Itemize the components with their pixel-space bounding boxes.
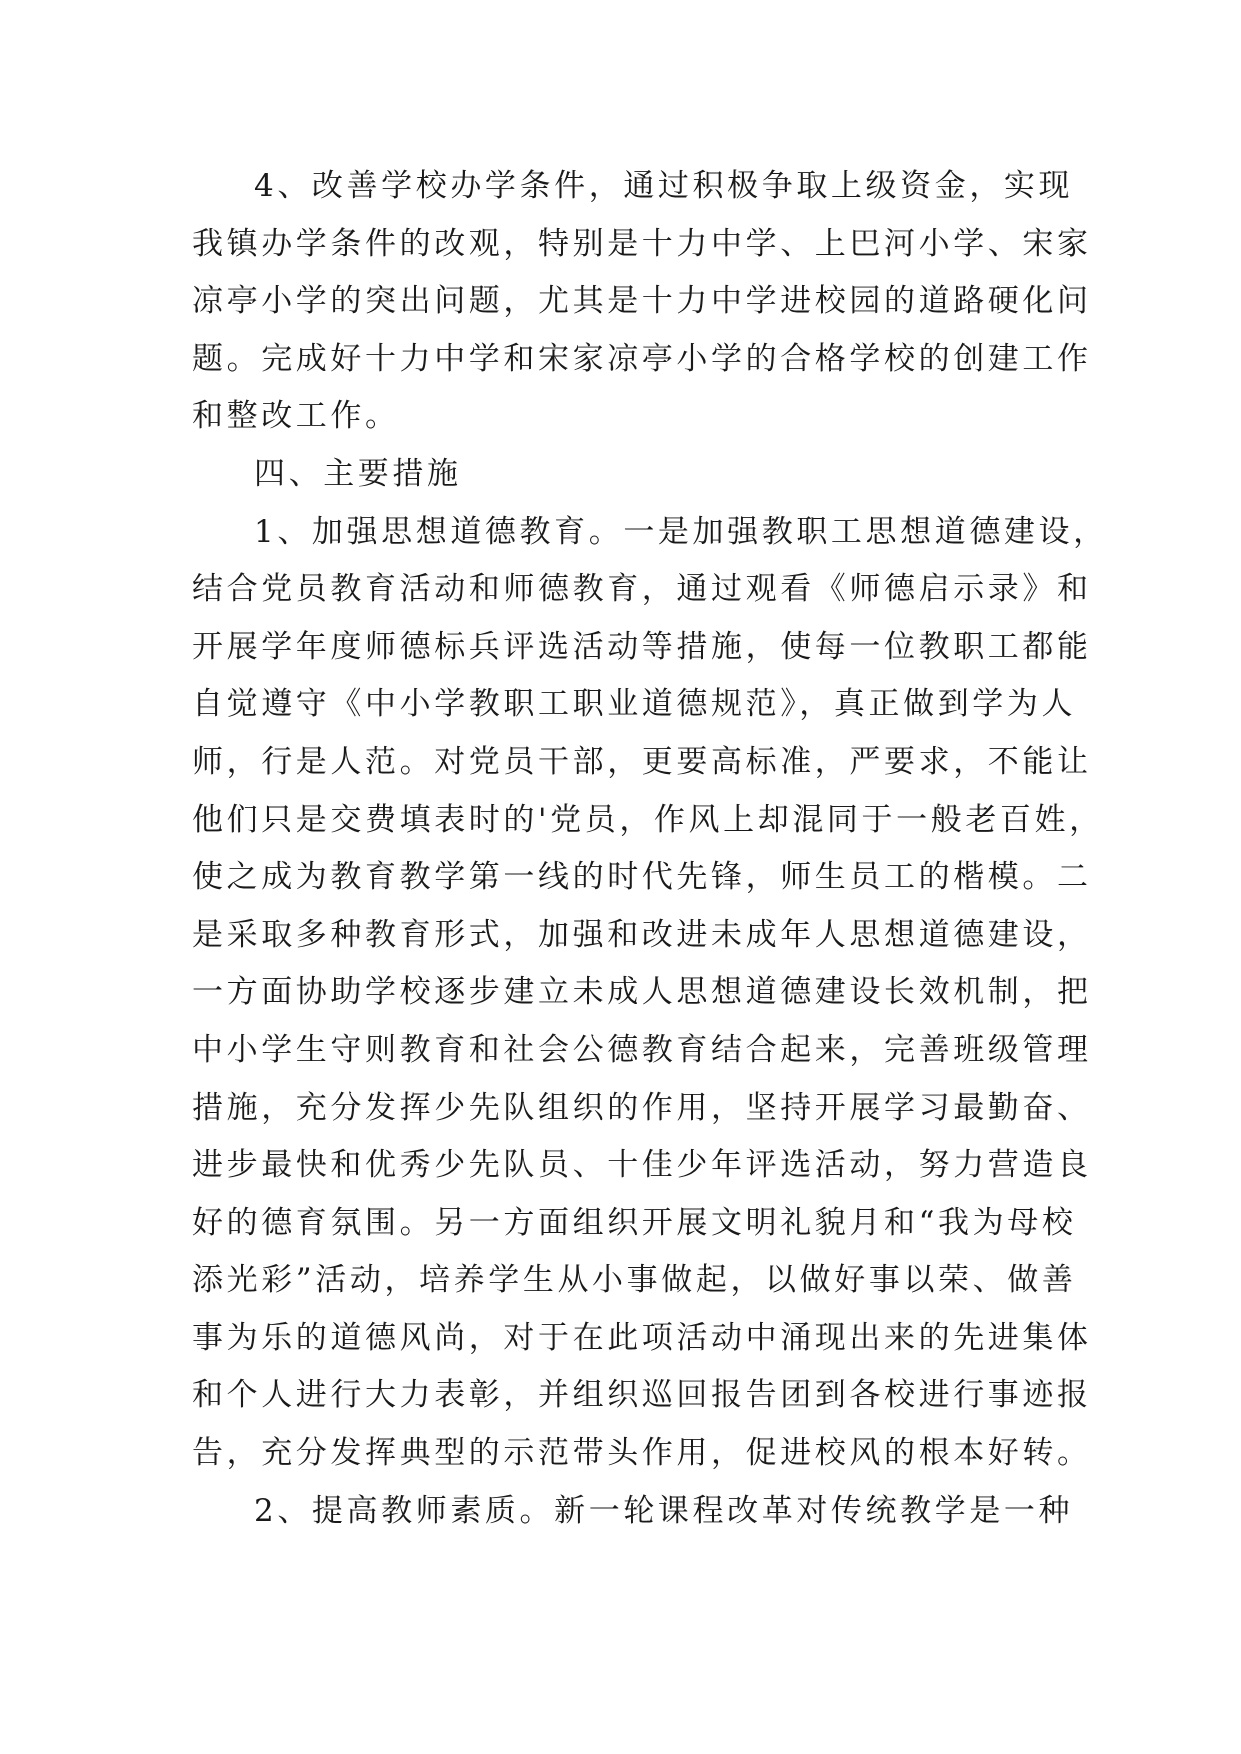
text-line: 凉亭小学的突出问题，尤其是十力中学进校园的道路硬化问	[192, 283, 1092, 320]
text-line: 我镇办学条件的改观，特别是十力中学、上巴河小学、宋家	[192, 225, 1092, 262]
text-line: 题。完成好十力中学和宋家凉亭小学的合格学校的创建工作	[192, 340, 1092, 377]
text-line: 师，行是人范。对党员干部，更要高标准，严要求，不能让	[192, 743, 1092, 780]
text-line: 结合党员教育活动和师德教育，通过观看《师德启示录》和	[192, 571, 1092, 608]
text-line: 是采取多种教育形式，加强和改进未成年人思想道德建设，	[192, 916, 1092, 953]
text-line: 添光彩”活动，培养学生从小事做起，以做好事以荣、做善	[192, 1262, 1077, 1299]
text-line: 4、改善学校办学条件，通过积极争取上级资金，实现	[254, 168, 1074, 204]
text-line: 和个人进行大力表彰，并组织巡回报告团到各校进行事迹报	[192, 1377, 1092, 1414]
text-line: 四、主要措施	[254, 455, 462, 492]
text-line: 事为乐的道德风尚，对于在此项活动中涌现出来的先进集体	[192, 1319, 1092, 1356]
text-line: 措施，充分发挥少先队组织的作用，坚持开展学习最勤奋、	[192, 1089, 1092, 1126]
text-line: 自觉遵守《中小学教职工职业道德规范》，真正做到学为人	[192, 686, 1077, 723]
text-line: 好的德育氛围。另一方面组织开展文明礼貌月和“我为母校	[192, 1204, 1077, 1241]
document-body	[192, 158, 1108, 1540]
text-line: 1、加强思想道德教育。一是加强教职工思想道德建设，	[254, 513, 1108, 550]
text-line: 使之成为教育教学第一线的时代先锋，师生员工的楷模。二	[192, 859, 1092, 896]
text-line: 2、提高教师素质。新一轮课程改革对传统教学是一种	[254, 1492, 1074, 1529]
text-line: 告，充分发挥典型的示范带头作用，促进校风的根本好转。	[192, 1435, 1092, 1472]
text-line: 和整改工作。	[192, 398, 400, 435]
text-line: 开展学年度师德标兵评选活动等措施，使每一位教职工都能	[192, 628, 1092, 665]
text-line: 他们只是交费填表时的'党员，作风上却混同于一般老百姓，	[192, 801, 1104, 838]
text-line: 进步最快和优秀少先队员、十佳少年评选活动，努力营造良	[192, 1147, 1092, 1184]
text-line: 一方面协助学校逐步建立未成人思想道德建设长效机制，把	[192, 974, 1092, 1011]
text-line: 中小学生守则教育和社会公德教育结合起来，完善班级管理	[192, 1031, 1092, 1068]
